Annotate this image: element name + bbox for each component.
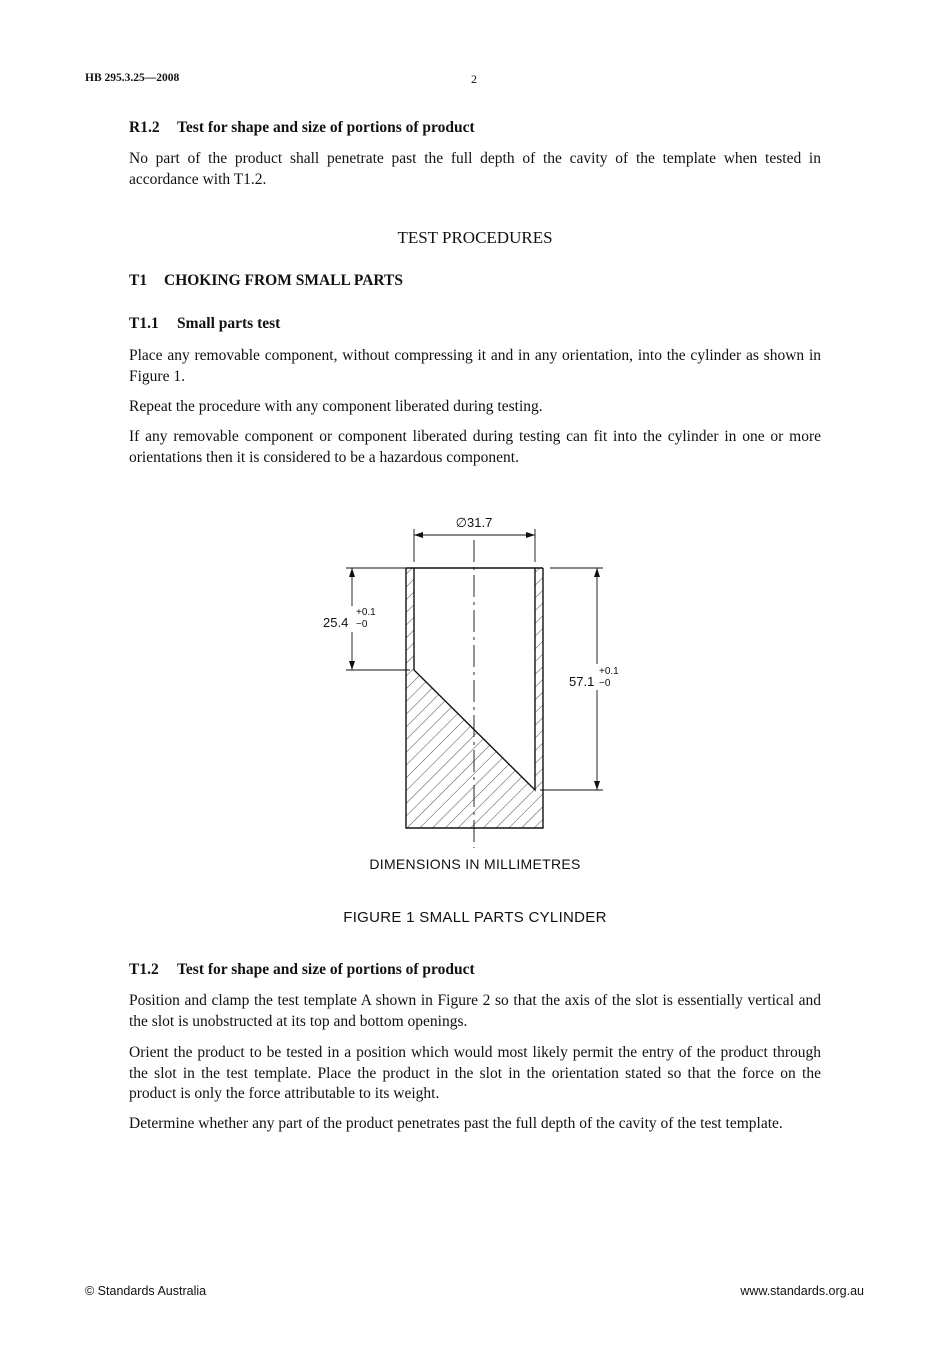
figure-caption: FIGURE 1 SMALL PARTS CYLINDER <box>343 909 607 926</box>
small-parts-cylinder-drawing <box>300 505 640 855</box>
left-dim-tol-plus: +0.1 <box>356 607 376 618</box>
clause-t1-1-heading <box>129 315 280 333</box>
diameter-arrow-right <box>526 532 535 538</box>
t1-1-paragraph-2: Repeat the procedure with any component liberated during testing. <box>129 398 543 415</box>
t1-2-paragraph-2: Orient the product to be tested in a position which would most likely permit the entry of the product through the slot in the test template. Place the product in the slot in the orientation stated so that the force on the product is only the force attributable to its weight. <box>129 1044 821 1102</box>
clause-number: T1.1 <box>129 315 159 332</box>
running-header-doc-id: HB 295.3.25—2008 <box>85 72 180 84</box>
t1-1-paragraph-1: Place any removable component, without compressing it and in any orientation, into the cylinder as shown in Figure 1. <box>129 347 821 385</box>
clause-number: R1.2 <box>129 119 160 136</box>
diameter-label: ∅31.7 <box>455 515 493 530</box>
clause-title: Test for shape and size of portions of product <box>177 119 475 136</box>
right-dim-tol-plus: +0.1 <box>599 666 619 677</box>
figure-units-note: DIMENSIONS IN MILLIMETRES <box>369 856 581 872</box>
clause-title: Small parts test <box>177 315 281 332</box>
right-dim-arrow-top <box>594 568 600 577</box>
page-number: 2 <box>471 72 477 86</box>
clause-number: T1 <box>129 272 148 289</box>
clause-t1-2-heading <box>129 961 475 979</box>
t1-2-paragraph-3: Determine whether any part of the product penetrates past the full depth of the cavity of the test template. <box>129 1115 783 1132</box>
diameter-arrow-left <box>414 532 423 538</box>
left-dim-arrow-top <box>349 568 355 577</box>
clause-r1-2-heading <box>129 119 475 137</box>
right-dim-value: 57.1 <box>569 674 595 689</box>
clause-title: CHOKING FROM SMALL PARTS <box>164 272 404 289</box>
footer-website-link[interactable]: www.standards.org.au <box>740 1284 864 1298</box>
left-dim-tol-minus: −0 <box>356 619 368 630</box>
clause-r1-2-body: No part of the product shall penetrate past the full depth of the cavity of the template when tested in accordance with T1.2. <box>129 150 821 188</box>
clause-title: Test for shape and size of portions of product <box>177 961 475 978</box>
section-title-test-procedures: TEST PROCEDURES <box>397 228 553 247</box>
t1-2-paragraph-1: Position and clamp the test template A shown in Figure 2 so that the axis of the slot is essentially vertical and the slot is unobstructed at its top and bottom openings. <box>129 992 821 1030</box>
right-dim-tol-minus: −0 <box>599 678 611 689</box>
right-dim-arrow-bottom <box>594 781 600 790</box>
t1-1-paragraph-3: If any removable component or component liberated during testing can fit into the cylinder in one or more orientations then it is considered to be a hazardous component. <box>129 428 821 466</box>
cylinder-wall-hatch <box>406 568 543 828</box>
clause-t1-heading <box>129 272 403 290</box>
left-dim-value: 25.4 <box>323 615 349 630</box>
left-dim-arrow-bottom <box>349 661 355 670</box>
clause-number: T1.2 <box>129 961 159 978</box>
footer-copyright: © Standards Australia <box>85 1284 207 1298</box>
